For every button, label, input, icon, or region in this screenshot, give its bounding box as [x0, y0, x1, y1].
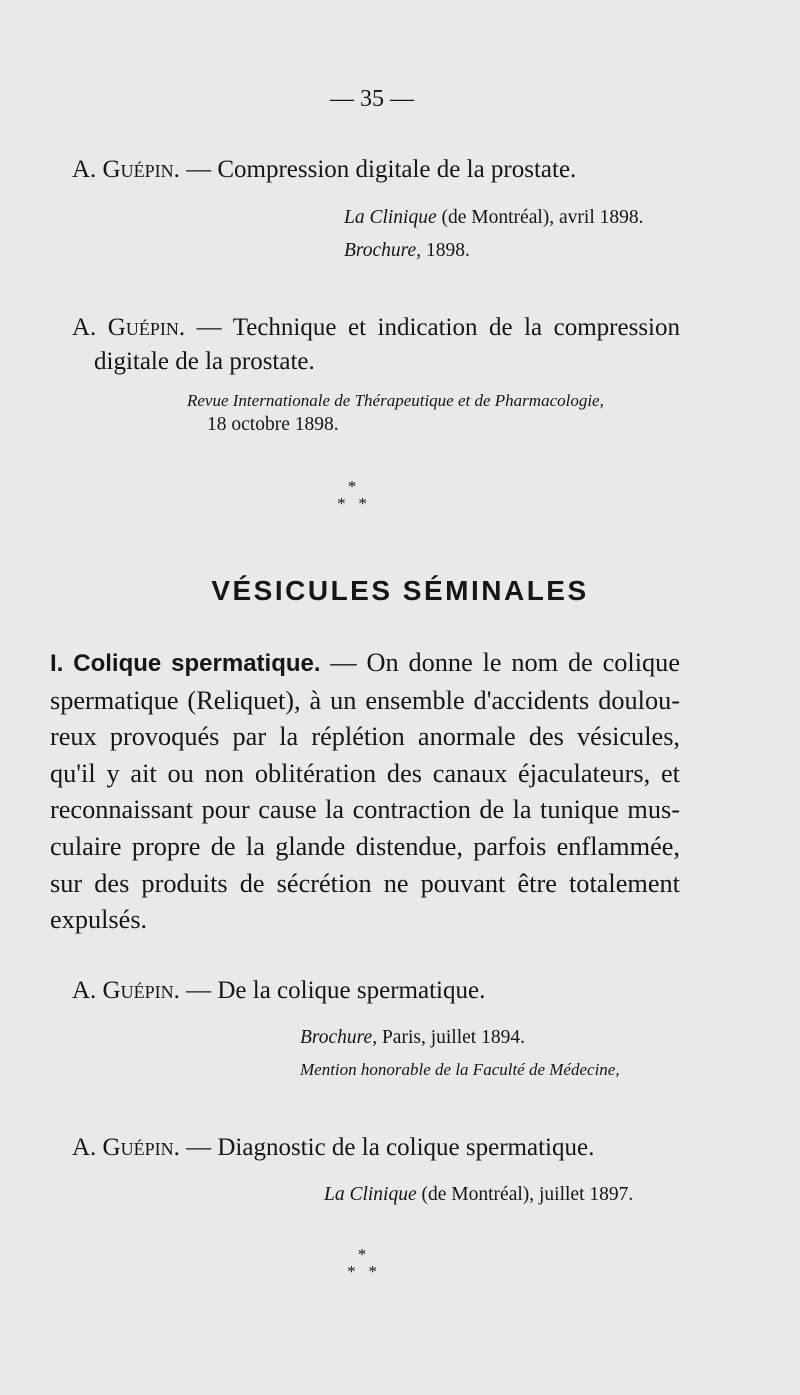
- paragraph-line: expulsés.: [50, 905, 148, 935]
- separator-star: *: [347, 1262, 356, 1281]
- asterism-separator: [332, 1246, 392, 1280]
- journal-name: Revue Internationale de Thérapeutique et de Pharmacologie,: [187, 391, 604, 410]
- author-name: A. Guépin: [72, 314, 179, 341]
- entry-brochure: [344, 240, 470, 262]
- entry-dash: —: [186, 156, 212, 183]
- entry-source: [324, 1184, 633, 1206]
- author-name: A. Guépin: [72, 1134, 174, 1161]
- body-paragraph: [50, 645, 680, 939]
- journal-name: La Clinique: [344, 207, 437, 228]
- paragraph-line: qu'il y ait ou non oblitération des canaux éjaculateurs, et: [50, 758, 680, 788]
- author-name: A. Guépin: [72, 156, 174, 183]
- entry-dash: —: [186, 977, 212, 1004]
- bibliography-entry: [72, 311, 680, 379]
- entry-dash: —: [196, 314, 222, 341]
- section-heading: VÉSICULES SÉMINALES: [211, 575, 589, 606]
- asterism-separator: [322, 478, 382, 512]
- brochure-label: Brochure,: [344, 240, 422, 261]
- entry-title: Diagnostic de la colique spermatique.: [217, 1134, 595, 1161]
- source-details: (de Montréal), juillet 1897.: [421, 1184, 634, 1205]
- bibliography-entry: A. Guépin. — Diagnostic de la colique spermatique.: [72, 1134, 595, 1161]
- separator-star: *: [337, 494, 346, 513]
- paragraph-line: spermatique (Reliquet), à un ensemble d'accidents doulou-: [50, 685, 680, 715]
- entry-title: De la colique spermatique.: [217, 977, 486, 1004]
- separator-star: *: [347, 477, 357, 496]
- entry-title: Compression digitale de la prostate.: [217, 156, 577, 183]
- bibliography-entry: A. Guépin. — De la colique spermatique.: [72, 977, 486, 1004]
- bibliography-entry: A. Guépin. — Compression digitale de la prostate.: [72, 156, 577, 183]
- journal-name: La Clinique: [324, 1184, 417, 1205]
- entry-source: [344, 207, 644, 229]
- entry-title: Technique et indication de la compression: [232, 314, 681, 341]
- paragraph-line: reconnaissant pour cause la contraction de la tunique mus-: [50, 795, 680, 825]
- honorable-mention: Mention honorable de la Faculté de Médecine,: [300, 1060, 620, 1079]
- paragraph-line: sur des produits de sécrétion ne pouvant être totalement: [50, 868, 680, 898]
- separator-star: *: [358, 494, 367, 513]
- paragraph-line: culaire propre de la glande distendue, parfois enflammée,: [50, 831, 680, 861]
- author-name: A. Guépin: [72, 977, 174, 1004]
- paragraph-line: reux provoqués par la réplétion anormale des vésicules,: [50, 722, 680, 752]
- source-date: 18 octobre 1898.: [207, 414, 339, 435]
- entry-dash: —: [186, 1134, 212, 1161]
- paragraph-title: I. Colique spermatique.: [50, 650, 321, 677]
- separator-star: *: [368, 1262, 377, 1281]
- paragraph-line: I. Colique spermatique. — On donne le nom de colique: [50, 648, 680, 677]
- entry-title-line: A. Guépin. — Technique et indication de la compression: [72, 314, 681, 341]
- source-details: (de Montréal), avril 1898.: [441, 207, 644, 228]
- separator-star: *: [357, 1245, 367, 1264]
- entry-title-continuation: digitale de la prostate.: [94, 348, 315, 375]
- brochure-year: 1898.: [425, 240, 470, 261]
- brochure-details: Paris, juillet 1894.: [381, 1027, 525, 1048]
- page-number: — 35 —: [330, 86, 414, 112]
- entry-brochure: [300, 1027, 525, 1049]
- brochure-label: Brochure,: [300, 1027, 378, 1048]
